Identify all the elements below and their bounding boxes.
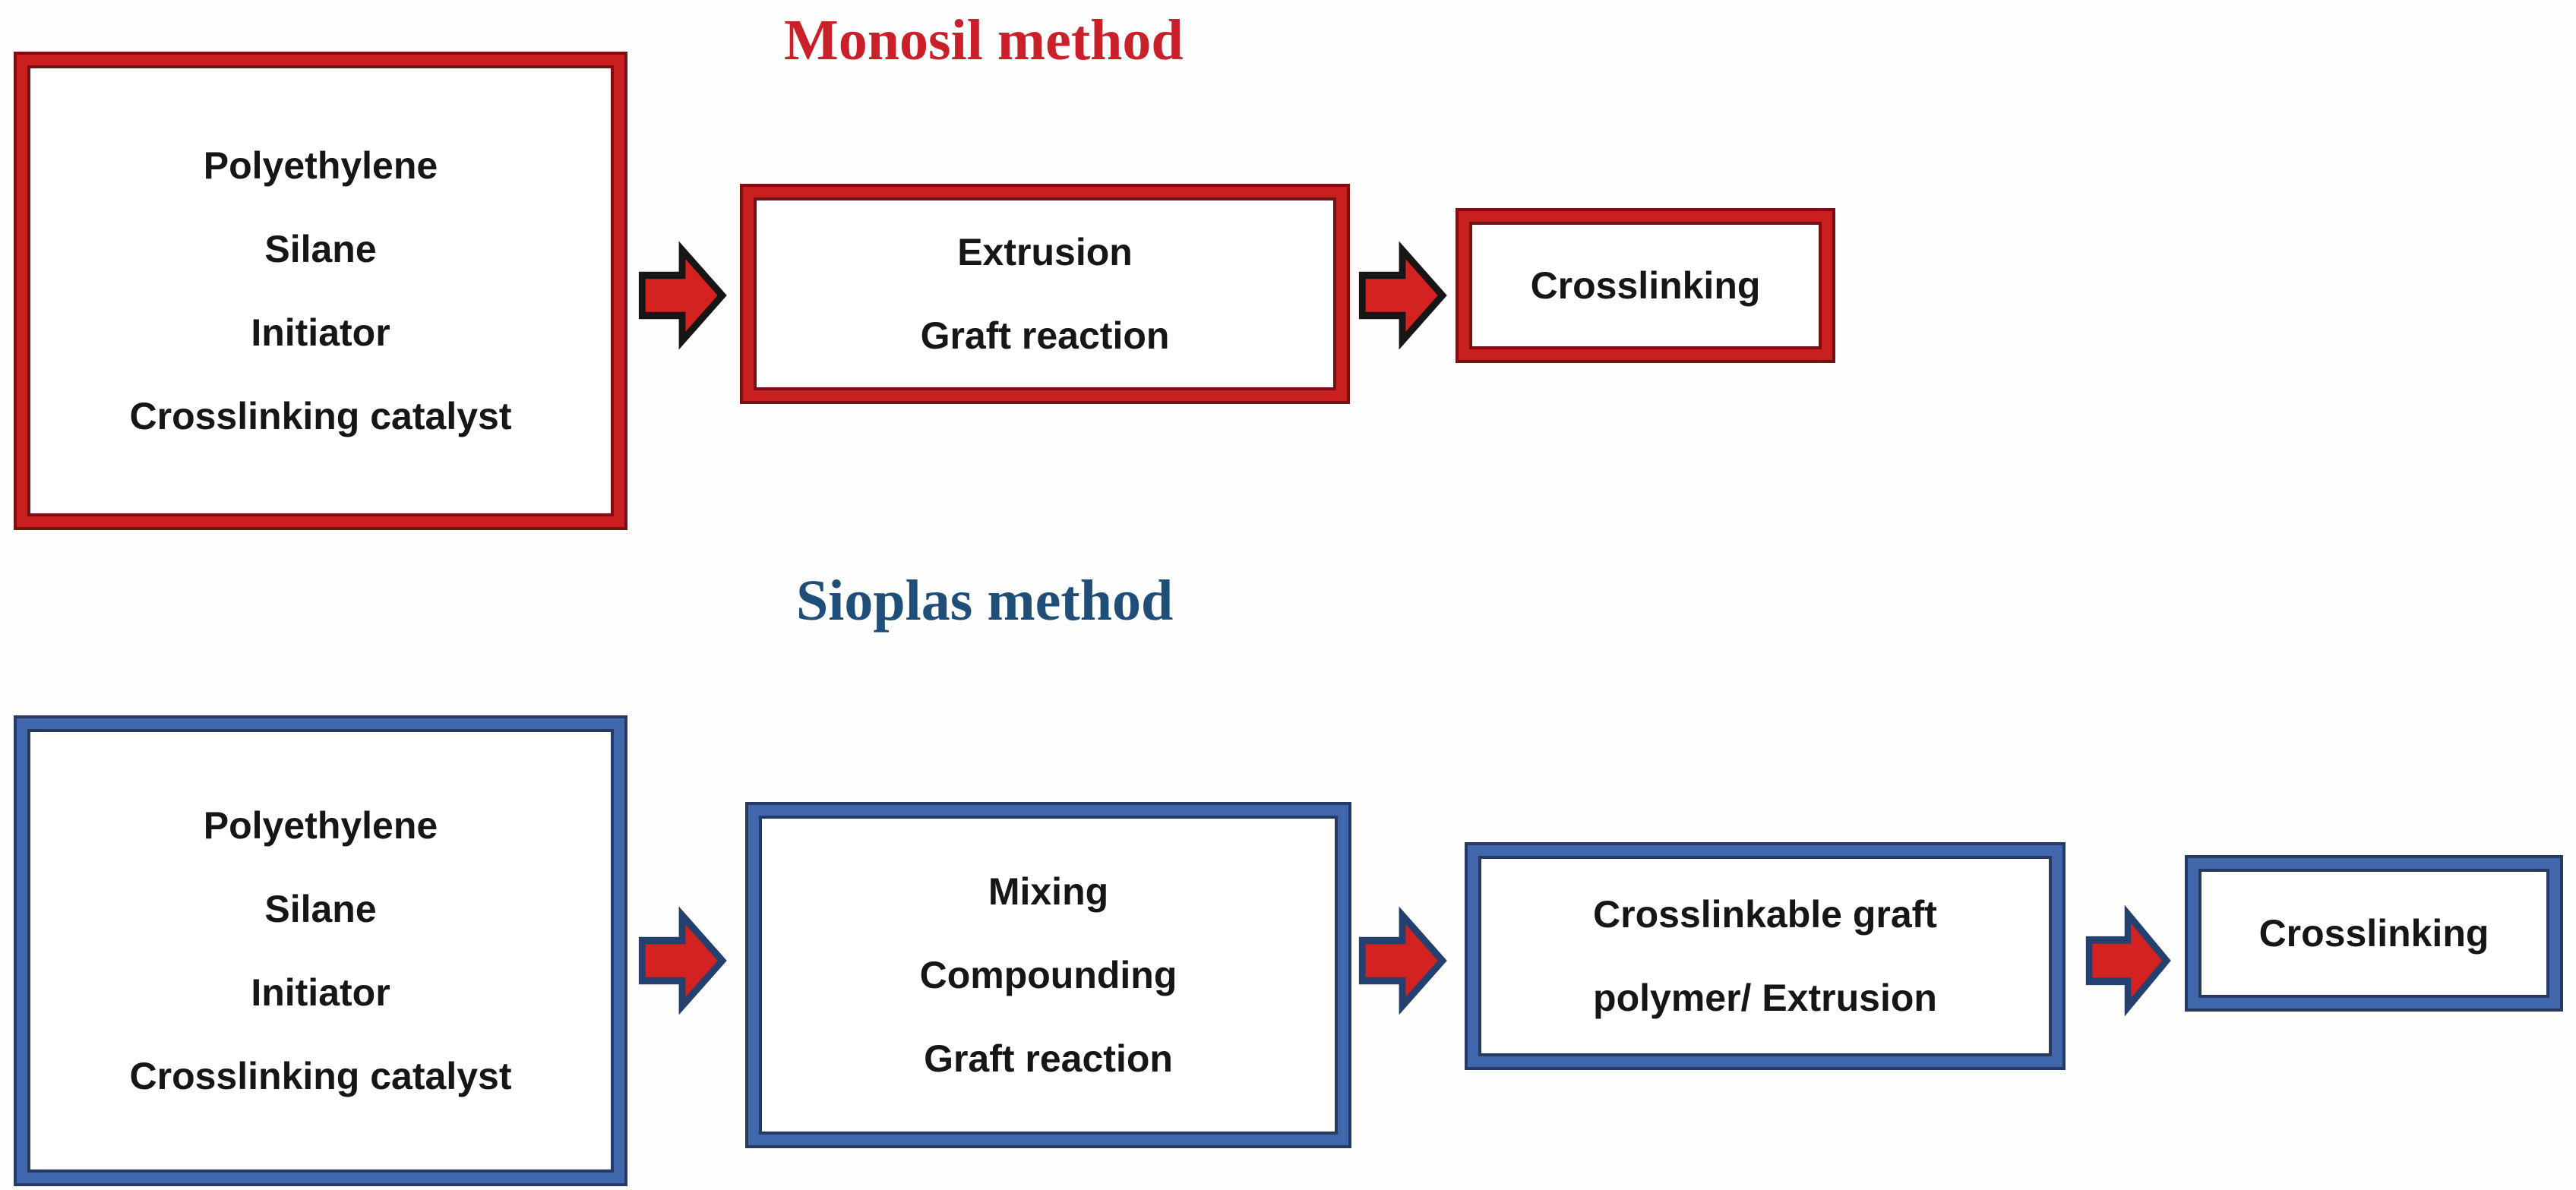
step-label: Crosslinking [2258,912,2489,955]
ingredient-label: Silane [264,228,377,270]
sioplas-graft-polymer-box [1468,845,2062,1067]
sioplas-mixing-box [748,805,1348,1145]
step-label: Extrusion [957,231,1133,273]
step-label: Crosslinking [1530,264,1761,307]
step-label: Graft reaction [920,314,1170,357]
sioplas-ingredients-box [17,718,624,1183]
step-label: Mixing [988,870,1109,913]
sioplas-method-title: Sioplas method [796,569,1174,633]
ingredient-label: Crosslinking catalyst [129,395,512,437]
step-label: Crosslinkable graft [1593,893,1937,936]
ingredient-label: Initiator [251,311,390,354]
flow-arrow-right-icon [2085,905,2170,1016]
flow-arrow-right-icon [638,907,726,1015]
step-label: Compounding [919,954,1177,996]
ingredient-label: Initiator [251,971,390,1014]
flow-arrow-right-icon [1358,907,1446,1015]
ingredient-label: Polyethylene [203,804,438,847]
step-label: polymer/ Extrusion [1593,977,1937,1019]
monosil-method-title: Monosil method [784,8,1184,72]
ingredient-label: Crosslinking catalyst [129,1055,512,1097]
ingredient-label: Silane [264,888,377,930]
ingredient-label: Polyethylene [203,144,438,187]
sioplas-crosslinking-box [2188,858,2560,1009]
step-label: Graft reaction [924,1037,1173,1080]
